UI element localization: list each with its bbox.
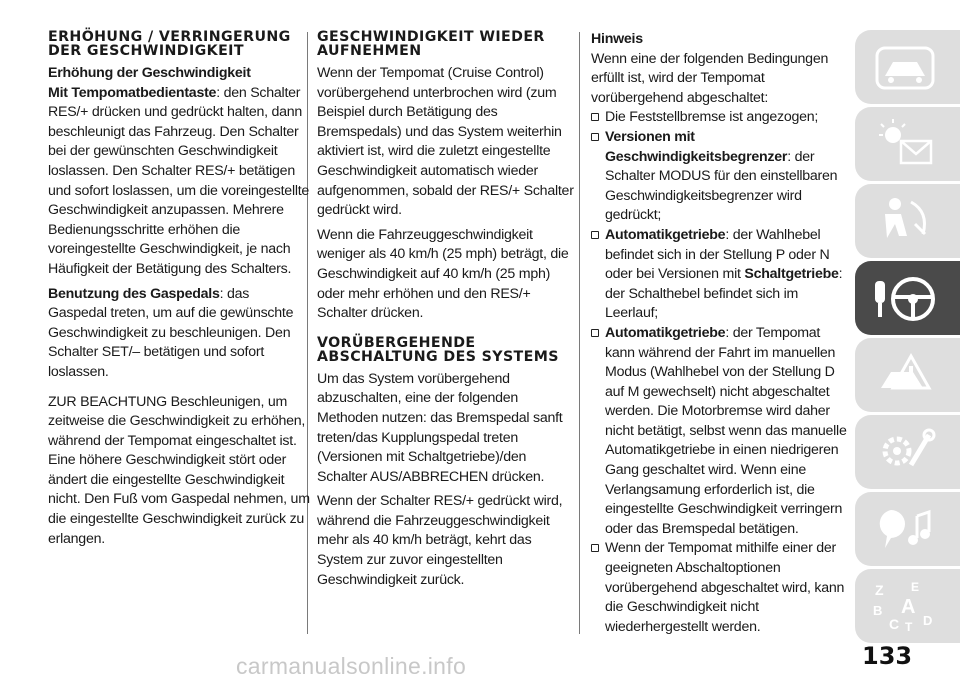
column-divider-right: [579, 32, 580, 634]
tab-emergency[interactable]: [855, 338, 960, 412]
list-item: [591, 226, 853, 324]
list-item-text: Die Feststellbremse ist angezogen;: [605, 109, 819, 126]
paragraph-text: : den Schalter RES/+ drücken und gedrückt halten, dann beschleunigt das Fahrzeug. Den Schalter bei der gewünschten Geschwindigkeit loslassen. Den Schalter RES/+ betätigen und sofort loslassen, um die voreingestellte Geschwindigkeit anzupassen. Mehrere Bedienungsschritte erhöhen die voreingestellte Geschwindigkeit, je nach Häufigkeit der Betätigung des Schalters.: [48, 84, 310, 277]
index-letter: E: [911, 580, 920, 594]
list-item-bold: Schaltgetriebe: [744, 266, 839, 283]
index-letter: A: [901, 596, 916, 618]
list-item-bold: Automatikgetriebe: [605, 324, 726, 341]
list-item-text: Wenn der Tempomat mithilfe einer der geeigneten Abschaltoptionen vorübergehend abgeschaltet wird, kann die Geschwindigkeit nicht wiederhergestellt werden.: [605, 540, 845, 635]
section-heading-resume-speed: GESCHWINDIGKEIT WIEDER AUFNEHMEN: [317, 29, 545, 59]
safety-airbag-icon: [871, 194, 941, 248]
tab-index[interactable]: [855, 569, 960, 643]
list-item-text: : der Schalthebel befindet sich im Leerlauf;: [605, 266, 843, 322]
subheading-increase-speed: Erhöhung der Geschwindigkeit: [48, 65, 251, 81]
index-letter: D: [923, 613, 933, 628]
bullet-square-icon: [591, 231, 599, 239]
car-dashboard-icon: [871, 40, 941, 94]
watermark: carmanualsonline.info: [236, 653, 467, 679]
paragraph-text: : das Gaspedal treten, um auf die gewünschte Geschwindigkeit zu beschleunigen. Den Schalter SET/– betätigen und sofort loslassen.: [48, 285, 294, 380]
section-heading-speed-change: ERHÖHUNG / VERRINGERUNG DER GESCHWINDIGKEIT: [48, 29, 291, 59]
column-3: [591, 30, 853, 637]
paragraph-accelerator: [48, 285, 310, 383]
page-number: 133: [862, 642, 913, 670]
paragraph-methods: Um das System vorübergehend abzuschalten, eine der folgenden Methoden nutzen: das Bremspedal sanft treten/das Kupplungspedal treten (Versionen mit Schaltgetriebe)/den Schalter AUS/ABBRECHEN drücken.: [317, 370, 563, 485]
paragraph-resume: Wenn der Tempomat (Cruise Control) vorübergehend unterbrochen wird (zum Beispiel durch Betätigung des Bremspedals) und das System weiterhin aktiviert ist, wird die zuletzt eingestellte Geschwindigkeit automatisch wieder aufgenommen, sobald der RES/+ Schalter gedrückt wird.: [317, 65, 574, 219]
list-item-text: : der Schalter MODUS für den einstellbaren Geschwindigkeitsbegrenzer wird gedrückt;: [605, 148, 838, 224]
list-item: [591, 128, 853, 226]
paragraph-bold-lead: Benutzung des Gaspedals: [48, 285, 220, 302]
tab-multimedia[interactable]: [855, 492, 960, 566]
tab-safety[interactable]: [855, 184, 960, 258]
tab-maintenance[interactable]: [855, 415, 960, 489]
list-item-bold: Versionen mit Geschwindigkeitsbegrenzer: [605, 128, 788, 165]
tab-warning-lights[interactable]: [855, 107, 960, 181]
list-item: [591, 108, 853, 128]
column-2: [317, 30, 579, 595]
index-letter: C: [889, 616, 900, 632]
tab-starting-driving[interactable]: [855, 261, 960, 335]
paragraph-bold-lead: Mit Tempomatbedientaste: [48, 84, 217, 101]
paragraph-low-speed: Wenn die Fahrzeuggeschwindigkeit weniger als 40 km/h (25 mph) beträgt, die Geschwindigkeit auf 40 km/h (25 mph) oder mehr erhöhen und den RES/+ Schalter drücken.: [317, 226, 569, 322]
paragraph-note: ZUR BEACHTUNG Beschleunigen, um zeitweise die Geschwindigkeit zu erhöhen, während der Tempomat eingeschaltet ist. Eine höhere Geschwindigkeit stört oder ändert die eingestellte Geschwindigkeit nicht. Den Fuß vom Gaspedal nehmen, um die eingestellte Geschwindigkeit zurück zu erlangen.: [48, 393, 310, 547]
note-heading: Hinweis: [591, 31, 643, 47]
bullet-square-icon: [591, 544, 599, 552]
paragraph-control-button: [48, 84, 310, 280]
index-letter: B: [873, 603, 883, 618]
bullet-square-icon: [591, 329, 599, 337]
emergency-breakdown-icon: [871, 348, 941, 402]
list-item-text: : der Tempomat kann während der Fahrt im manuellen Modus (Wahlhebel von der Stellung D auf M gewechselt) nicht abgeschaltet werden. Die Motorbremse wird daher nicht betätigt, selbst wenn das manuelle Automatikgetriebe in einen niedrigeren Gang geschaltet wird. Wenn eine Verlangsamung erforderlich ist, die eingestellte Geschwindigkeit verringern oder das Bremspedal betätigen.: [605, 324, 847, 537]
index-letter: T: [905, 620, 913, 633]
paragraph-return-speed: Wenn der Schalter RES/+ gedrückt wird, während die Fahrzeuggeschwindigkeit mehr als 40 km/h beträgt, kehrt das System zur zuvor eingestellten Geschwindigkeit zurück.: [317, 493, 563, 588]
section-heading-temporary-off: VORÜBERGEHENDE ABSCHALTUNG DES SYSTEMS: [317, 334, 559, 365]
tab-knowing-car[interactable]: [855, 30, 960, 104]
bullet-square-icon: [591, 133, 599, 141]
steering-wheel-key-icon: [871, 271, 941, 325]
list-item: [591, 324, 853, 540]
index-letter: Z: [875, 582, 884, 598]
bullet-square-icon: [591, 113, 599, 121]
list-item-text: : der Wahlhebel befindet sich in der Stellung P oder N oder bei Versionen mit: [605, 226, 830, 283]
list-item: [591, 539, 853, 637]
maintenance-tools-icon: [871, 425, 941, 479]
multimedia-icon: [871, 502, 941, 556]
list-item-bold: Automatikgetriebe: [605, 226, 726, 243]
alphabetical-index-icon: [871, 579, 941, 633]
column-1: [48, 30, 310, 554]
warning-lights-icon: [871, 117, 941, 171]
note-intro: Wenn eine der folgenden Bedingungen erfüllt ist, wird der Tempomat vorübergehend abgeschaltet:: [591, 50, 829, 106]
